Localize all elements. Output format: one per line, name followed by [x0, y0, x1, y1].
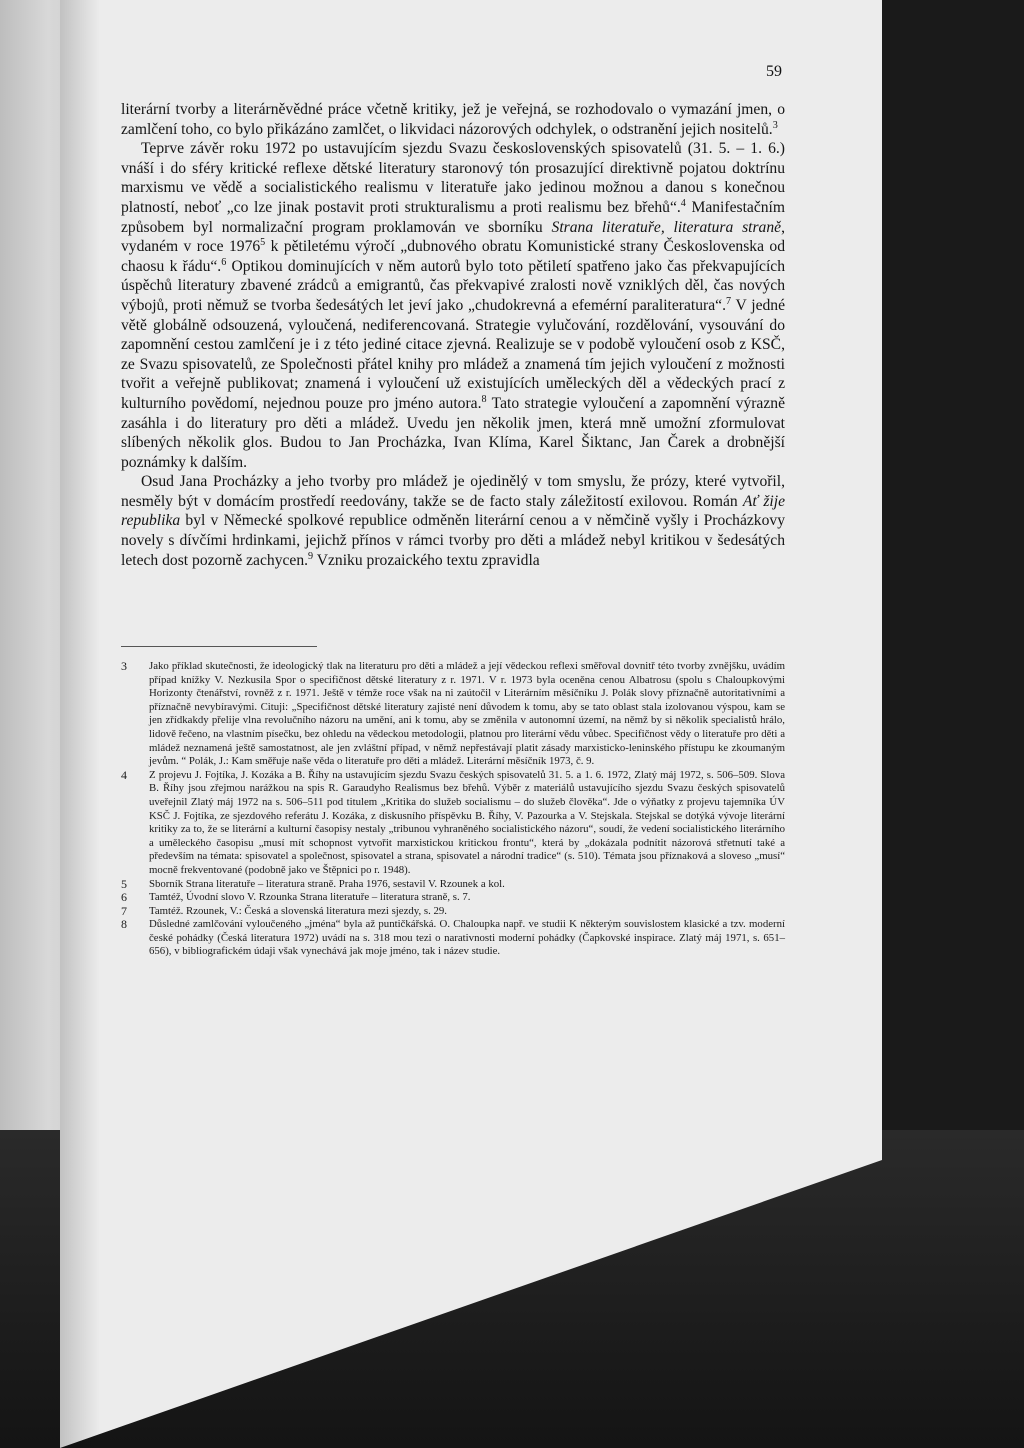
footnote [121, 878, 785, 892]
footnote-number: 6 [121, 890, 127, 905]
footnote-ref: 8 [481, 393, 487, 405]
footnote-ref: 4 [680, 197, 686, 209]
text-segment: Optikou dominujících v něm autorů bylo toto pětiletí spatřeno jako čas překvapujících úspěchů literatury zbavené zrádců a emigrantů, čas překvapivé zralosti nově vzniklých děl, čas nových výbojů, proti němuž se tvorba šedesátých let jeví jako „chudokrevná a efemérní paraliteratura“. [121, 257, 785, 314]
footnote-text: Důsledné zamlčování vyloučeného „jména“ byla až puntičkářská. O. Chaloupka např. ve studii K některým souvislostem klasické a tzv. moderní české pohádky (Česká literatura 1972) uvádí na s. 318 mou tezi o narativnosti moderní pohádky (Čapkovské inspirace. Zlatý máj 1971, s. 651–656), v bibliografickém údaji však vynechává jak moje jméno, tak i název studie. [149, 918, 785, 958]
footnote-text: Jako příklad skutečnosti, že ideologický tlak na literaturu pro děti a mládež a její vědeckou reflexi směřoval dovnitř této tvorby zvnějšku, uvádím případ knížky V. Nezkusila Spor o specifičnost dětské literatury z r. 1971. V r. 1973 byla oceněna cenou Albatrosu (spolu s Chaloupkovými Horizonty čtenářství, rovněž z r. 1971. Ještě v témže roce však na ni zaútočil v Literárním měsíčníku J. Polák slovy příznačně autoritativními a příznačně nevybíravými. Cituji: „Specifičnost dětské literatury zajisté není důvodem k tomu, aby se tato oblast stala izolovanou výspou, kam se jen zřídkakdy přelije vlna revolučního názoru na umění, ani k tomu, aby se změnila v autonomní území, na němž by si několik specialistů hrálo, lidově řečeno, na vlastním písečku, bez ohledu na vědeckou metodologii, platnou pro literární vědu vůbec. Specifičnost vědy o literatuře pro děti a mládež neznamená ještě samostatnost, ale jen zvláštní případ, v němž nepřestávají platit zásady marxisticko-leninského přístupu ke zkoumaným jevům. “ Polák, J.: Kam směřuje naše věda o literatuře pro děti a mládež. Literární měsíčník 1973, č. 9. [149, 660, 785, 768]
footnote [121, 660, 785, 769]
footnote [121, 891, 785, 905]
text-segment: , vydaném v roce 1976 [121, 218, 785, 256]
footnote-text: Z projevu J. Fojtíka, J. Kozáka a B. Říhy na ustavujícím sjezdu Svazu českých spisovatelů 31. 5. a 1. 6. 1972, Zlatý máj 1972, s. 506–509. Slova B. Říhy jsou zřejmou narážkou na spis R. Garaudyho Realismus bez břehů. Výběr z materiálů ustavujícího sjezdu Svazu českých spisovatelů uveřejnil Zlatý máj 1972 na s. 506–511 pod titulem „Kritika do služeb socialismu – do služeb člověka“. Jde o výňatky z projevu tajemníka ÚV KSČ J. Fojtíka, ze sjezdového referátu J. Kozáka, z diskusního příspěvku B. Říhy, V. Pazourka a V. Stejskala. Stejskal se dotýká vývoje literární kritiky za to, že se literární a kulturní časopisy nestaly „tribunou vyhraněného socialistického názoru“, soudí, že vedení socialistického literárního a uměleckého časopisu „musí mít schopnost vytvořit marxistickou kritickou frontu“, která by „dokázala podnítit názorová střetnutí také a především na témata: spisovatel a společnost, spisovatel a strana, spisovatel a národní tradice“ (s. 510). Témata jsou příznaková a sloveso „musí“ mocně frekventované (podobně jako ve Štěpnici po r. 1948). [149, 768, 785, 876]
italic-title: Strana literatuře, literatura straně [551, 218, 782, 236]
footnote-ref: 5 [260, 236, 266, 248]
footnote-number: 8 [121, 917, 127, 932]
paragraph [121, 139, 785, 472]
text-segment: Teprve závěr roku 1972 po ustavujícím sjezdu Svazu československých spisovatelů (31. 5. – 1. 6.) vnáší i do sféry kritické reflexe dětské literatury staronový tón prosazující direktivně pojatou doktrínu marxismu ve vědě a socialistického realismu v literatuře jako jedinou možnou a danou s konečnou platností, neboť „co lze jinak postavit proti strukturalismu a proti realismu bez břehů“. [121, 140, 785, 216]
text-segment: Osud Jana Procházky a jeho tvorby pro mládež je ojedinělý v tom smyslu, že prózy, které vytvořil, nesměly být v domácím prostředí reedovány, takže se de facto staly záležitostí exilovou. Román [121, 473, 785, 510]
italic-title: Ať žije republika [121, 492, 785, 530]
footnote-ref: 6 [221, 256, 227, 268]
footnote-text: Sborník Strana literatuře – literatura straně. Praha 1976, sestavil V. Rzounek a kol. [149, 877, 505, 890]
footnote [121, 905, 785, 919]
footnote-ref: 7 [726, 295, 732, 307]
footnotes [121, 660, 785, 959]
footnote-number: 3 [121, 659, 127, 673]
page-number: 59 [766, 63, 782, 80]
text-segment: literární tvorby a literárněvědné práce včetně kritiky, jež je veřejná, se rozhodovalo o vymazání jmen, o zamlčení toho, co bylo přikázáno zamlčet, o likvidaci názorových odchylek, o odstranění jejich nositelů. [121, 101, 785, 138]
text-segment: Vzniku prozaického textu zpravidla [313, 551, 540, 569]
footnote-text: Tamtéž, Úvodní slovo V. Rzounka Strana literatuře – literatura straně, s. 7. [149, 891, 471, 904]
footnote-number: 7 [121, 903, 127, 918]
footnote-ref: 9 [308, 550, 314, 562]
main-text [121, 100, 785, 570]
text-segment: k pětiletému výročí „dubnového obratu Komunistické strany Československa od chaosu k řádu“. [121, 238, 785, 275]
text-segment: V jedné větě globálně odsouzená, vyloučená, nediferencovaná. Strategie vylučování, rozdělování, vysouvání do zapomnění cestou zamlčení je i z této jediné citace zjevná. Realizuje se v podobě vyloučení osob z KSČ, ze Svazu spisovatelů, ze Společnosti přátel knihy pro mládež a znamená tím jejich vyloučení z možnosti tvořit a veřejně publikovat; znamená i vyloučení už existujících uměleckých děl a vědeckých prací z kulturního povědomí, nejednou pouze pro jméno autora. [121, 296, 786, 412]
footnote-ref: 3 [772, 119, 778, 131]
footnote-separator [121, 646, 317, 647]
footnote-number: 4 [121, 767, 127, 782]
spine-shadow [60, 0, 100, 1448]
paragraph [121, 100, 785, 139]
text-segment: byl v Německé spolkové republice odměněn literární cenou a v němčině vyšly i Procházkovy novely s dívčími hrdinkami, jejichž přínos v rámci tvorby pro děti a mládež nebyl kritikou v šedesátých letech dost pozorně zachycen. [121, 512, 785, 569]
footnote-text: Tamtéž. Rzounek, V.: Česká a slovenská literatura mezi sjezdy, s. 29. [149, 904, 447, 917]
text-segment: Tato strategie vyloučení a zapomnění výrazně zasáhla i do literatury pro děti a mládež. Uvedu jen několik jmen, která mně umožní zformulovat slíbených několik glos. Budou to Jan Procházka, Ivan Klíma, Karel Šiktanc, Jan Čarek a drobnější poznámky k dalším. [121, 394, 785, 471]
paragraph [121, 472, 785, 570]
footnote-number: 5 [121, 876, 127, 891]
text-segment: Manifestačním způsobem byl normalizační program proklamován ve sborníku [121, 198, 785, 236]
footnote [121, 918, 785, 959]
footnote [121, 769, 785, 878]
